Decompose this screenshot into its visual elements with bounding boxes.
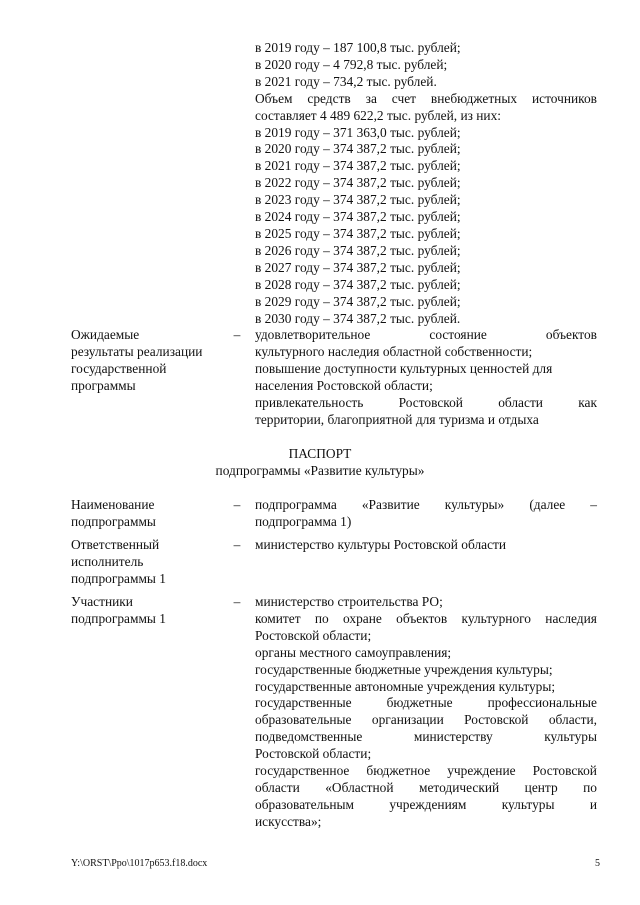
word: Ростовской: [532, 763, 597, 779]
funding-line: в 2020 году – 4 792,8 тыс. рублей;: [255, 56, 448, 72]
word: наследия: [545, 610, 597, 626]
word: подведомственные: [255, 729, 363, 745]
funding-line: в 2030 году – 374 387,2 тыс. рублей.: [255, 310, 461, 326]
funding-line: в 2022 году – 374 387,2 тыс. рублей;: [255, 175, 461, 191]
row-dash: –: [233, 497, 241, 512]
participants-value: [255, 594, 597, 831]
expected-results-value: [255, 327, 597, 428]
value-line: культурного наследия областной собственности;: [255, 343, 533, 359]
word: объектов: [545, 327, 597, 342]
word: источников: [531, 90, 597, 106]
value-line: [255, 797, 597, 814]
value-line: органы местного самоуправления;: [255, 644, 452, 660]
word: привлекательность: [255, 394, 364, 410]
row-dash: –: [233, 594, 241, 609]
row-dash: –: [233, 537, 241, 552]
value-line: [255, 327, 597, 344]
value-line: [255, 712, 597, 729]
file-path: Y:\ORST\Ppo\1017p653.f18.docx: [71, 858, 208, 869]
passport-title: ПАСПОРТ: [288, 446, 352, 461]
value-line: искусства»;: [255, 813, 322, 829]
word: образовательным: [255, 796, 355, 812]
word: учреждениям: [389, 796, 467, 812]
word: охране: [343, 610, 382, 626]
responsible-executor-label: [71, 537, 221, 588]
word: культуры: [544, 729, 597, 745]
word: культурного: [461, 610, 531, 626]
word: подпрограмма: [255, 497, 337, 512]
word: удовлетворительное: [255, 327, 371, 342]
label-line: государственной: [71, 360, 167, 376]
word: по: [583, 779, 597, 795]
word: Ростовской: [464, 712, 529, 728]
word: образовательные: [255, 712, 352, 728]
value-line: повышение доступности культурных ценностей для: [255, 360, 553, 376]
word: центр: [524, 779, 558, 795]
word: культуры: [501, 796, 555, 812]
word: «Развитие: [361, 497, 420, 512]
funding-line: в 2021 году – 374 387,2 тыс. рублей;: [255, 158, 461, 174]
word: области: [498, 394, 543, 410]
label-line: Ответственный: [71, 537, 160, 552]
value-line: территории, благоприятной для туризма и отдыха: [255, 411, 539, 427]
funding-line: в 2023 году – 374 387,2 тыс. рублей;: [255, 192, 461, 208]
word: как: [578, 394, 597, 410]
word: счет: [391, 90, 417, 106]
value-line: государственные автономные учреждения культуры;: [255, 678, 556, 694]
value-line: [255, 729, 597, 746]
subprogram-name-value: [255, 497, 597, 531]
word: профессиональные: [487, 695, 597, 711]
word: «Областной: [325, 779, 394, 795]
word: по: [314, 610, 329, 626]
word: государственные: [255, 695, 352, 711]
value-line: Ростовской области;: [255, 627, 372, 643]
word: министерству: [413, 729, 493, 745]
word: области: [255, 779, 300, 795]
word: области,: [548, 712, 597, 728]
label-line: подпрограммы 1: [71, 570, 166, 586]
word: объектов: [396, 610, 448, 626]
word: средств: [307, 90, 351, 106]
word: состояние: [429, 327, 487, 342]
subprogram-name-label: [71, 497, 221, 531]
label-line: Участники: [71, 594, 133, 609]
funding-line: [255, 91, 597, 108]
funding-line: в 2024 году – 374 387,2 тыс. рублей;: [255, 209, 461, 225]
funding-line: в 2026 году – 374 387,2 тыс. рублей;: [255, 242, 461, 258]
word: Объем: [255, 90, 293, 106]
value-line: министерство строительства РО;: [255, 594, 443, 609]
word: (далее: [529, 497, 566, 512]
funding-list: [255, 40, 597, 327]
label-line: подпрограммы: [71, 513, 156, 529]
funding-line: в 2029 году – 374 387,2 тыс. рублей;: [255, 293, 461, 309]
funding-line: в 2028 году – 374 387,2 тыс. рублей;: [255, 276, 461, 292]
word: Ростовской: [398, 394, 463, 410]
word: культуры»: [444, 497, 505, 512]
label-line: Ожидаемые: [71, 327, 140, 342]
word: методический: [419, 779, 500, 795]
value-line: населения Ростовской области;: [255, 377, 433, 393]
label-line: результаты реализации: [71, 343, 203, 359]
word: бюджетные: [386, 695, 453, 711]
label-line: программы: [71, 377, 136, 393]
passport-subtitle: подпрограммы «Развитие культуры»: [215, 463, 425, 478]
label-line: подпрограммы 1: [71, 610, 166, 626]
funding-line: в 2025 году – 374 387,2 тыс. рублей;: [255, 225, 461, 241]
value-line: государственные бюджетные учреждения культуры;: [255, 661, 553, 677]
funding-line: в 2020 году – 374 387,2 тыс. рублей;: [255, 141, 461, 157]
word: учреждение: [447, 763, 516, 779]
label-line: исполнитель: [71, 553, 144, 569]
funding-line: в 2021 году – 734,2 тыс. рублей.: [255, 73, 437, 89]
participants-label: [71, 594, 221, 628]
funding-line: в 2019 году – 187 100,8 тыс. рублей;: [255, 40, 461, 55]
value-line: [255, 695, 597, 712]
word: за: [365, 90, 377, 106]
responsible-executor-value: [255, 537, 597, 554]
value-line: [255, 763, 597, 780]
page-number: 5: [595, 858, 600, 869]
subprogram-name-line: подпрограмма 1): [255, 513, 352, 529]
word: государственное: [255, 763, 350, 779]
funding-line: в 2027 году – 374 387,2 тыс. рублей;: [255, 259, 461, 275]
word: –: [590, 497, 597, 512]
row-dash: –: [233, 327, 241, 342]
word: внебюджетных: [430, 90, 518, 106]
value-line: [255, 395, 597, 412]
responsible-executor-text: министерство культуры Ростовской области: [255, 537, 507, 552]
word: и: [589, 796, 597, 812]
word: бюджетное: [366, 763, 431, 779]
funding-line: составляет 4 489 622,2 тыс. рублей, из них:: [255, 107, 502, 123]
funding-line: в 2019 году – 371 363,0 тыс. рублей;: [255, 124, 461, 140]
value-line: [255, 611, 597, 628]
label-line: Наименование: [71, 497, 155, 512]
word: организации: [371, 712, 444, 728]
value-line: [255, 780, 597, 797]
value-line: Ростовской области;: [255, 746, 372, 762]
word: комитет: [255, 610, 301, 626]
subprogram-name-line: [255, 497, 597, 514]
expected-results-label: [71, 327, 221, 395]
